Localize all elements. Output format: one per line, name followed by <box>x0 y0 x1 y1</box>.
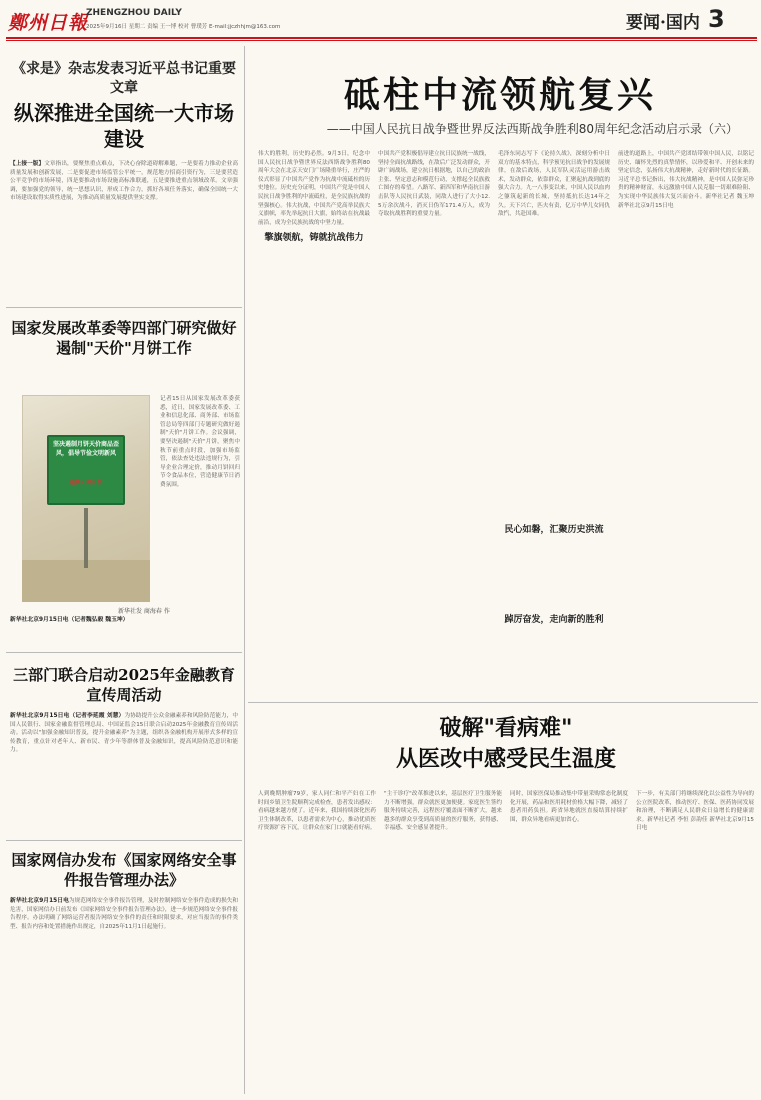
photo-credit: 新华社发 商海春 作 <box>118 608 170 615</box>
feature-subhead: 踔厉奋发，走向新的胜利 <box>504 615 604 625</box>
article-text: 为协助提升公众金融素养和风险防范能力，中国人民银行、国家金融监督管理总局、中国证监会15日联合启动2025年金融教育宣传周活动。活动以"加强金融知识普及，提升金融素养"为主题，组织各金融机构开展形式多样的宣传教育，重点针对老年人、新市民、青少年等群体普及金融知识，提高风险防范意识和能力。 <box>10 713 238 754</box>
article-body-side <box>160 395 240 605</box>
newspaper-english-name: ZHENGZHOU DAILY <box>86 8 182 18</box>
article-body <box>10 616 238 648</box>
section-divider <box>6 652 242 653</box>
article-text: 毛泽东同志写下《论持久战》，深刻分析中日双方的基本特点，科学预见抗日战争的发展规律。在敌后战场，人民军队灵活运用游击战术，发动群众，依靠群众，汇聚起抗战到底的强大合力。九一八事变以来，中国人民以血肉之躯筑起新的长城，坚持抵抗长达14年之久。天下兴亡，匹夫有责，亿万中华儿女同仇敌忾，共赴国难。 <box>498 151 610 218</box>
article-text: 人到晚期肿瘤79岁，家人同仁和平产妇在工作时间乡镇卫生院顺利完成检查，患者发出感叹：看病越来越方便了。近年来，我国持续深化医药卫生体制改革，以患者需求为中心，推动优质医疗资源扩容下沉，让群众在家门口就能看好病。 <box>258 791 376 832</box>
article-body <box>10 712 238 834</box>
article-headline: 国家发展改革委等四部门研究做好遏制"天价"月饼工作 <box>11 319 237 357</box>
health-column-4 <box>636 790 754 1090</box>
article-text: 文章指出，要聚焦重点难点，下决心奋除道碍解难题，一是要着力推动企业高质量发展和创新发展，二是要促进市场监管公平统一，规范地方招商引资行为，三是要营造公平竞争的市场环境，四是要推动市场设施高标准联通，五是要推进重点领域改革。文章强调，要加强党的领导，统一思想认识，形成工作合力，抓好各项任务落实，确保全国统一大市场建设取得实质性进展，为推动高质量发展提供坚实支撑。 <box>10 161 238 202</box>
article-kicker: 《求是》杂志发表习近平总书记重要文章 <box>12 61 236 96</box>
article-text: 同时，国家医保局推动集中带量采购常态化制度化开展，药品和医用耗材价格大幅下降，减轻了患者用药负担。跨省异地就医直接结算持续扩围，群众异地看病更加省心。 <box>510 791 628 823</box>
section-divider <box>6 307 242 308</box>
article-body <box>10 160 238 300</box>
section-name: 要闻·国内 <box>626 13 700 33</box>
health-column-1 <box>258 790 376 1090</box>
article-text: "主干诊疗"改革推进以来，基层医疗卫生服务能力不断增强，群众就医更加便捷。家庭医生签约服务持续完善，远程医疗覆盖面不断扩大，越来越多的群众享受到高质量的医疗服务，获得感、幸福感、安全感显著提升。 <box>384 791 502 832</box>
page-number: 3 <box>708 5 725 33</box>
column-divider <box>244 46 245 1094</box>
article-text: 为规范网络安全事件报告管理，及时控制网络安全事件造成的损失和危害，国家网信办日前发布《国家网络安全事件报告管理办法》，进一步规范网络安全事件报告程序。办法明确了网络运营者报告网络安全事件的责任和时限要求，对应当报告的事件类型、报告内容和处置措施作出规定，自2025年11月1日起施行。 <box>10 898 238 930</box>
issue-info: 2025年9月16日 星期二 责编 王一博 校对 曹璞芳 E-mail:jjczhhjm@163.com <box>86 24 281 30</box>
feature-headline: 砥柱中流领航复兴 <box>343 74 656 116</box>
health-column-2 <box>384 790 502 1090</box>
photo-sign-red-text: 遏制天价月饼 <box>69 480 103 486</box>
section-divider <box>6 840 242 841</box>
article-headline: 三部门联合启动2025年金融教育宣传周活动 <box>13 666 235 704</box>
feature-subheadline: ——中国人民抗日战争暨世界反法西斯战争胜利80周年纪念活动启示录（六） <box>326 122 738 136</box>
article-byline: 新华社北京9月15日电（记者魏弘毅 魏玉坤） <box>10 617 129 623</box>
header-rule <box>6 37 757 39</box>
feature-column-4 <box>618 150 754 695</box>
article-text: 伟大的胜利，历史的必然。9月3日，纪念中国人民抗日战争暨世界反法西斯战争胜利80周年大会在北京天安门广场隆重举行，庄严的仪式彰显了中国共产党作为抗战中流砥柱的历史地位。历史充分证明，中国共产党是中国人民抗日战争胜利的中流砥柱，是全民族抗战的坚强核心。伟大抗战，中国共产党高举民族大义旗帜，率先举起抗日大旗，始终站在抗战最前沿，成为全民族抗战的中坚力量。 <box>258 151 370 226</box>
article-subheadline: 从医改中感受民生温度 <box>395 746 616 772</box>
feature-column-2 <box>378 150 490 695</box>
article-headline: 纵深推进全国统一大市场建设 <box>14 101 234 151</box>
health-column-3 <box>510 790 628 1090</box>
article-lead-label: 【上接一版】 <box>10 161 45 167</box>
feature-subhead: 民心如磐，汇聚历史洪流 <box>504 525 604 535</box>
article-text: 中国共产党积极倡导建立抗日民族统一战线，坚持全面抗战路线，在敌后广泛发动群众，开辟广阔战场，建立抗日根据地，以自己的政治主张、坚定意志和模范行动，支撑起全民族救亡图存的希望。八路军、新四军和华南抗日游击队等人民抗日武装，同敌人进行了大小12.5万余次战斗，消灭日伪军171.4万人，成为夺取抗战胜利的重要力量。 <box>378 151 490 218</box>
article-body <box>10 897 238 1093</box>
photo-sign-text: 坚决遏制月饼天价商品歪风，倡导节俭文明新风 <box>52 441 119 457</box>
article-byline: 新华社北京9月15日电 <box>10 898 69 904</box>
section-divider <box>248 702 758 703</box>
article-text: 下一步，有关部门将继续深化以公益性为导向的公立医院改革，推动医疗、医保、医药协同发展和治理，不断满足人民群众日益增长的健康需求。新华社记者 李恒 彭韵佳 新华社北京9月15日电 <box>636 791 754 832</box>
article-text: 前进的道路上，中国共产党团结带领中国人民，以铭记历史、缅怀先烈的真挚情怀，以珍爱和平、开创未来的坚定信念，弘扬伟大抗战精神，走好新时代的长征路。习近平总书记指出，伟大抗战精神，是中国人民弥足珍贵的精神财富，永远激励中国人民克服一切艰难险阻、为实现中华民族伟大复兴而奋斗。新华社记者 魏玉坤 新华社北京9月15日电 <box>618 151 754 209</box>
article-byline: 新华社北京9月15日电（记者李延霞 刘慧） <box>10 713 125 719</box>
article-headline: 国家网信办发布《国家网络安全事件报告管理办法》 <box>11 851 237 889</box>
newspaper-logo: 鄭州日報 <box>8 12 89 34</box>
feature-subhead: 擎旗领航，铸就抗战伟力 <box>264 233 364 243</box>
article-text: 记者15日从国家发展改革委获悉，近日，国家发展改革委、工业和信息化部、商务部、市场监管总局等四部门专题研究做好遏制"天价"月饼工作。会议强调，要坚决遏制"天价"月饼，聚焦中秋节前重点时段，加强市场监管，依法查处违法违规行为，引导企业合理定价，推动月饼回归节令食品本位，营造健康节日消费氛围。 <box>160 396 240 488</box>
article-headline: 破解"看病难" <box>439 715 573 741</box>
photo-sign-post <box>84 508 88 568</box>
feature-column-3 <box>498 150 610 515</box>
header-rule-thin <box>6 40 757 41</box>
